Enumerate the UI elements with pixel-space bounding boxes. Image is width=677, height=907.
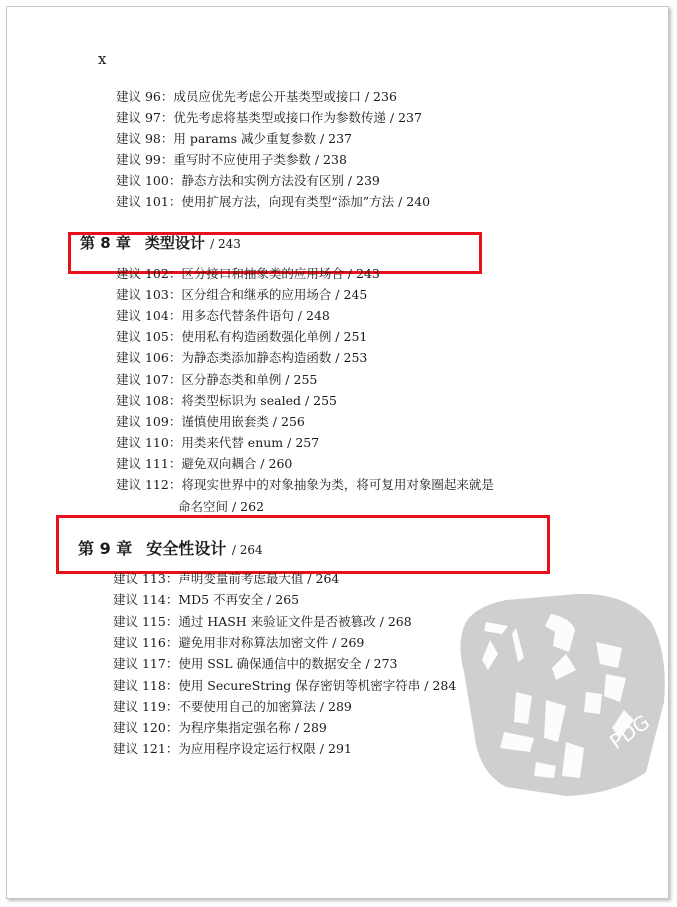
list-item: 建议 113：声明变量前考虑最大值 / 264 (113, 571, 340, 586)
chapter-title: 类型设计 (144, 234, 205, 252)
chapter-page: / 264 (231, 543, 263, 557)
pdg-watermark-seal (446, 582, 672, 802)
list-item: 建议 114：MD5 不再安全 / 265 (113, 592, 300, 608)
list-item: 建议 121：为应用程序设定运行权限 / 291 (113, 741, 352, 757)
list-item: 建议 120：为程序集指定强名称 / 289 (113, 720, 327, 736)
list-item: 建议 119：不要使用自己的加密算法 / 289 (113, 698, 352, 714)
list-item: 建议 111：避免双向耦合 / 260 (116, 455, 293, 471)
list-item-continuation: 命名空间 / 262 (178, 499, 265, 514)
list-item: 建议 102：区分接口和抽象类的应用场合 / 243 (116, 266, 380, 281)
list-item: 建议 112：将现实世界中的对象抽象为类，将可复用对象圈起来就是 (116, 477, 494, 492)
list-item: 建议 103：区分组合和继承的应用场合 / 245 (116, 287, 368, 303)
chapter-title: 安全性设计 (146, 539, 227, 558)
watermark-label: PDG (605, 709, 655, 755)
chapter-number: 第 9 章 (78, 539, 133, 558)
chapter-number: 第 8 章 (80, 234, 131, 252)
list-item: 建议 107：区分静态类和单例 / 255 (116, 371, 318, 387)
list-item: 建议 118：使用 SecureString 保存密钥等机密字符串 / 284 (113, 677, 457, 693)
list-item: 建议 99：重写时不应使用子类参数 / 238 (116, 152, 347, 167)
list-item: 建议 115：通过 HASH 来验证文件是否被篡改 / 268 (113, 613, 412, 629)
list-item: 建议 110：用类来代替 enum / 257 (116, 434, 320, 450)
list-item: 建议 96：成员应优先考虑公开基类型或接口 / 236 (116, 89, 397, 104)
list-item: 建议 105：使用私有构造函数强化单例 / 251 (116, 329, 368, 345)
page-number: x (98, 50, 107, 68)
list-item: 建议 117：使用 SSL 确保通信中的数据安全 / 273 (113, 656, 398, 672)
highlight-box-chapter9 (56, 515, 550, 574)
list-item: 建议 108：将类型标识为 sealed / 255 (116, 392, 337, 408)
list-item: 建议 106：为静态类添加静态构造函数 / 253 (116, 350, 368, 366)
list-item: 建议 109：谨慎使用嵌套类 / 256 (116, 413, 305, 429)
list-item: 建议 104：用多态代替条件语句 / 248 (116, 308, 330, 324)
list-item: 建议 97：优先考虑将基类型或接口作为参数传递 / 237 (116, 110, 422, 125)
chapter-page: / 243 (210, 237, 241, 251)
list-item: 建议 116：避免用非对称算法加密文件 / 269 (113, 634, 365, 650)
list-item: 建议 101：使用扩展方法，向现有类型“添加”方法 / 240 (116, 194, 431, 209)
list-item: 建议 98：用 params 减少重复参数 / 237 (116, 131, 352, 146)
list-item: 建议 100：静态方法和实例方法没有区别 / 239 (116, 173, 380, 188)
